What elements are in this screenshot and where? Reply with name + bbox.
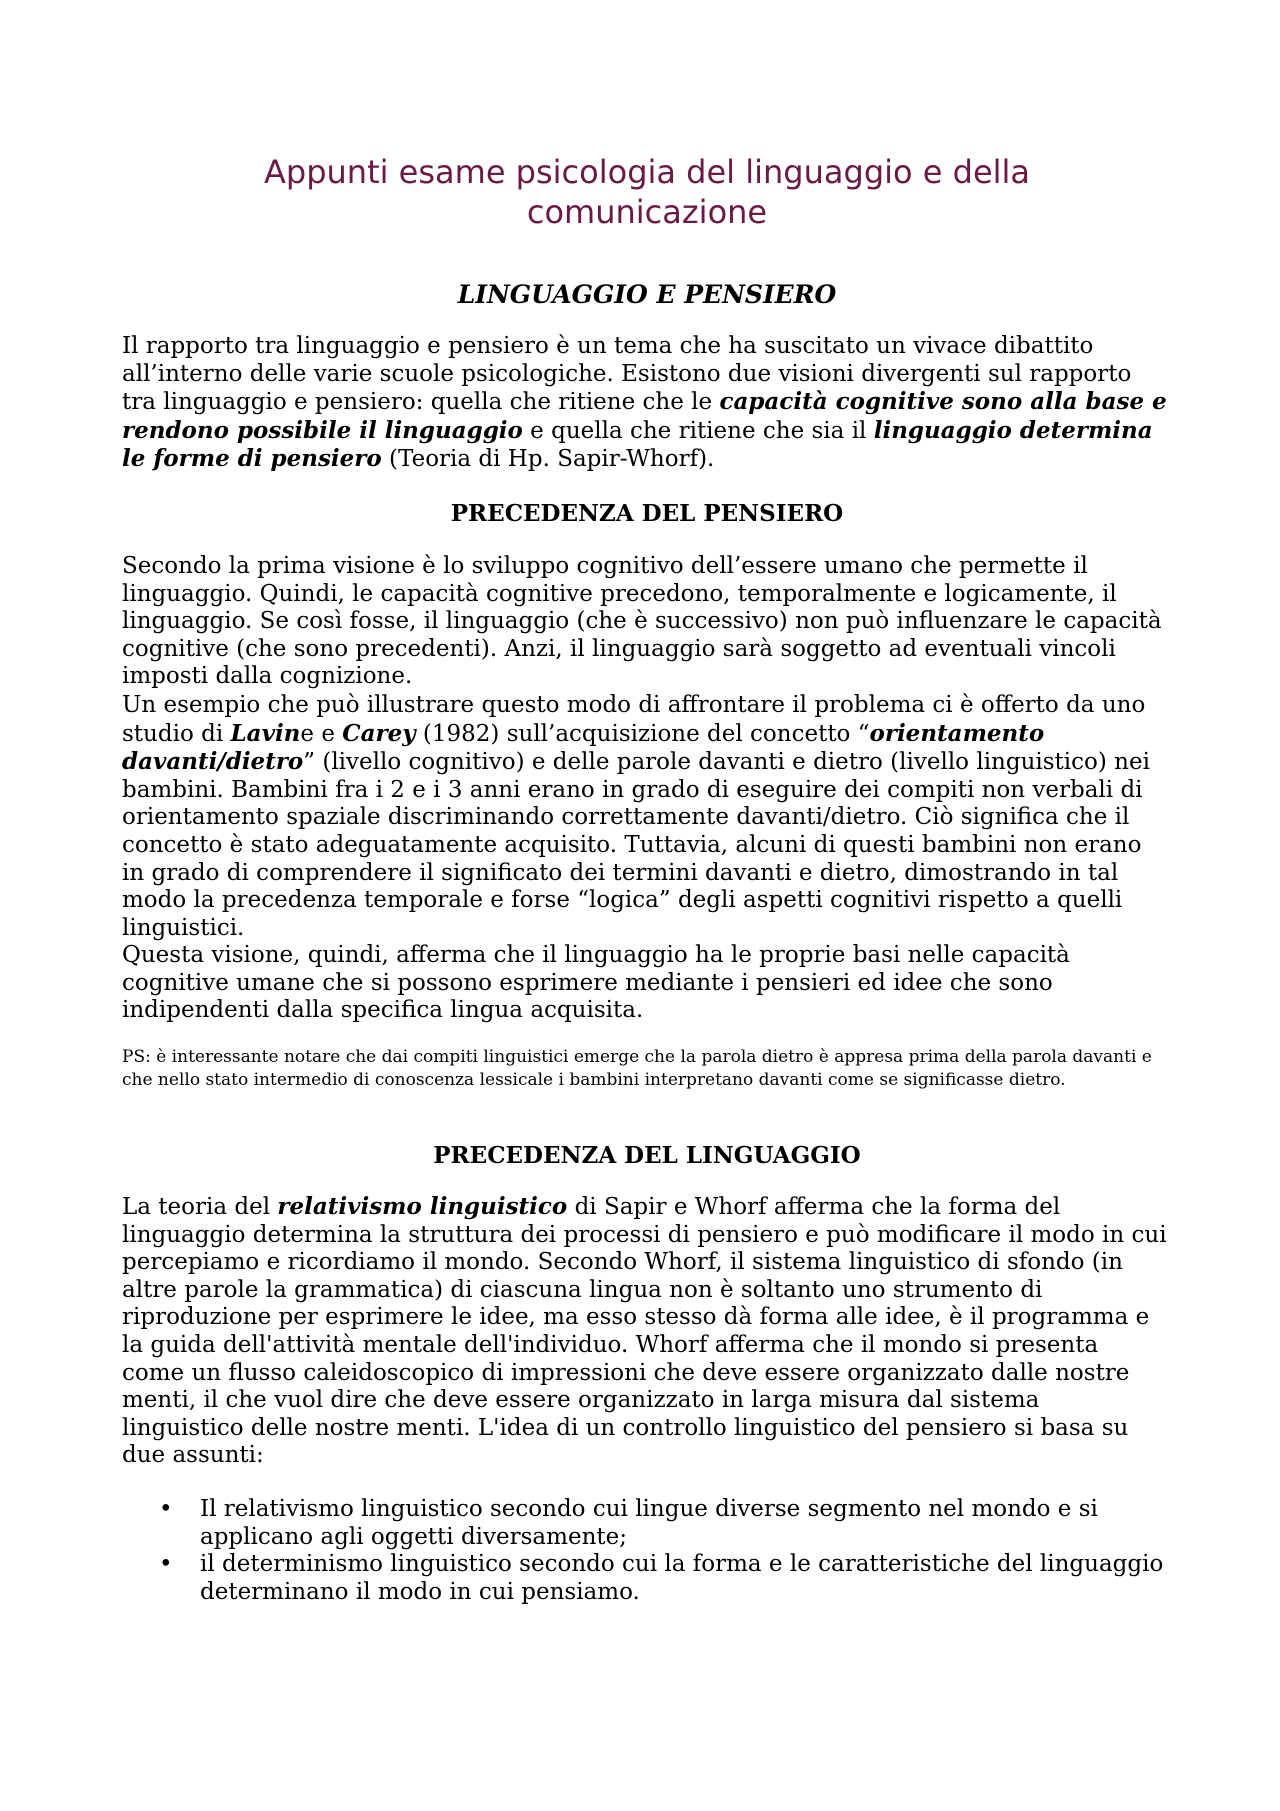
list-item-text: il determinismo linguistico secondo cui la forma e le caratteristiche del linguaggio determinano il modo in cui pensiamo. bbox=[200, 1551, 1164, 1605]
intro-text-2: e quella che ritiene che sia il bbox=[522, 417, 874, 444]
list-item bbox=[122, 1551, 1167, 1606]
section-heading-linguaggio: PRECEDENZA DEL LINGUAGGIO bbox=[433, 1142, 861, 1169]
s2p1-bold-1: relativismo linguistico bbox=[277, 1193, 568, 1220]
s1p2-text-2: e e bbox=[300, 720, 343, 747]
section1-paragraph-1: Secondo la prima visione è lo sviluppo cognitivo dell’essere umano che permette il linguaggio. Quindi, le capacità cognitive precedono, temporalmente e logicamente, il linguaggio. Se così fosse, il linguaggio (che è successivo) non può influenzare le capacità cognitive (che sono precedenti). Anzi, il linguaggio sarà soggetto ad eventuali vincoli imposti dalla cognizione. bbox=[122, 553, 1162, 690]
bullet-icon: • bbox=[159, 1496, 173, 1522]
intro-text-3: (Teoria di Hp. Sapir-Whorf). bbox=[381, 446, 715, 473]
s2p1-text-1: La teoria del bbox=[122, 1194, 278, 1220]
title-line-1: Appunti esame psicologia del linguaggio e della bbox=[263, 153, 1031, 191]
s2p1-text-2: di Sapir e Whorf afferma che la forma del linguaggio determina la struttura dei processi di pensiero e può modificare il modo in cui percepiamo e ricordiamo il mondo. Secondo Whorf, il sistema linguistico di sfondo (in altre parole la grammatica) di ciascuna lingua non è soltanto uno strumento di riproduzione per esprimere le idee, ma esso stesso dà forma alle idee, è il programma e la guida dell'attività mentale dell'individuo. Whorf afferma che il mondo si presenta come un flusso caleidoscopico di impressioni che deve essere organizzato dalle nostre menti, il che vuol dire che deve essere organizzato in larga misura dal sistema linguistico delle nostre menti. L'idea di un controllo linguistico del pensiero si basa su due assunti: bbox=[122, 1194, 1167, 1469]
s1p2-text-4: ” (livello cognitivo) e delle parole davanti e dietro (livello linguistico) nei bambini. Bambini fra i 2 e i 3 anni erano in grado di eseguire dei compiti non verbali di orientamento spaziale discriminando correttamente davanti/dietro. Ciò significa che il concetto è stato adeguatamente acquisito. Tuttavia, alcuni di questi bambini non erano in grado di comprendere il significato dei termini davanti e dietro, dimostrando in tal modo la precedenza temporale e forse “logica” degli aspetti cognitivi rispetto a quelli linguistici. bbox=[122, 749, 1150, 941]
ps-note: PS: è interessante notare che dai compiti linguistici emerge che la parola dietro è appresa prima della parola davanti e che nello stato intermedio di conoscenza lessicale i bambini interpretano davanti come se significasse dietro. bbox=[122, 1047, 1152, 1090]
section1-paragraph-3: Questa visione, quindi, afferma che il linguaggio ha le proprie basi nelle capacità cognitive umane che si possono esprimere mediante i pensieri ed idee che sono indipendenti dalla specifica lingua acquisita. bbox=[122, 942, 1070, 1024]
list-item-text: Il relativismo linguistico secondo cui lingue diverse segmento nel mondo e si applicano agli oggetti diversamente; bbox=[200, 1496, 1098, 1550]
section1-paragraph-2 bbox=[122, 692, 1167, 942]
assumptions-list bbox=[122, 1496, 1167, 1606]
s1p2-text-3: (1982) sull’acquisizione del concetto “ bbox=[415, 720, 870, 747]
title-line-2: comunicazione bbox=[526, 193, 768, 231]
s1p2-bold-2: Carey bbox=[342, 719, 416, 747]
intro-paragraph bbox=[122, 333, 1167, 474]
section-heading-pensiero: PRECEDENZA DEL PENSIERO bbox=[450, 500, 844, 527]
s1p2-text-1: Un esempio che può illustrare questo modo di affrontare il problema ci è offerto da uno studio di bbox=[122, 692, 1146, 747]
intro-bold-2: linguaggio determina le forme di pensiero bbox=[122, 416, 1153, 473]
main-heading: LINGUAGGIO E PENSIERO bbox=[457, 280, 837, 309]
s1p2-bold-3: orientamento davanti/dietro bbox=[122, 719, 1045, 776]
intro-bold-1: capacità cognitive sono alla base e rendono possibile il linguaggio bbox=[122, 388, 1167, 444]
s1p2-bold-1: Lavin bbox=[230, 719, 301, 747]
document-title bbox=[122, 152, 1172, 232]
list-item bbox=[122, 1496, 1167, 1551]
bullet-icon: • bbox=[159, 1551, 173, 1578]
intro-text-1: Il rapporto tra linguaggio e pensiero è un tema che ha suscitato un vivace dibattito all’interno delle varie scuole psicologiche. Esistono due visioni divergenti sul rapporto tra linguaggio e pensiero: quella che ritiene che le bbox=[122, 333, 1132, 416]
section2-paragraph-1 bbox=[122, 1193, 1167, 1470]
